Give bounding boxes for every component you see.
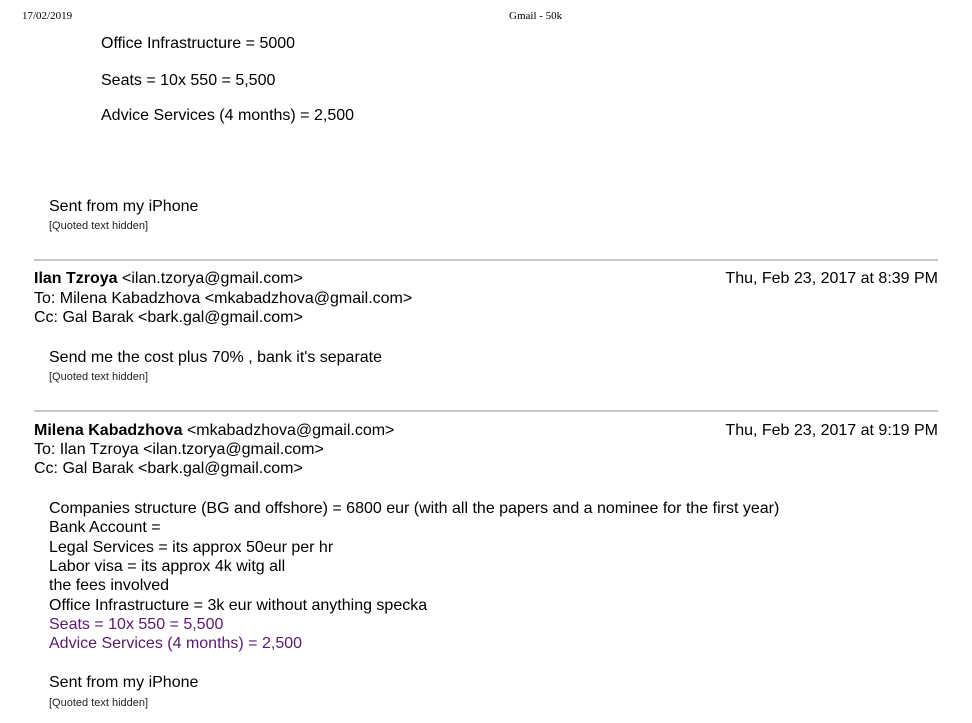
message-body-line: the fees involved — [49, 577, 170, 594]
quoted-line-seats: Seats = 10x 550 = 5,500 — [49, 616, 224, 633]
message-to: To: Ilan Tzroya <ilan.tzorya@gmail.com> — [34, 441, 324, 458]
signature: Sent from my iPhone — [49, 198, 199, 215]
message-body-line: Bank Account = — [49, 519, 161, 536]
quoted-line-advice-services: Advice Services (4 months) = 2,500 — [49, 635, 303, 652]
quoted-line-advice-services: Advice Services (4 months) = 2,500 — [101, 107, 355, 124]
message-to: To: Milena Kabadzhova <mkabadzhova@gmail.com> — [34, 290, 413, 307]
sender-email: <ilan.tzorya@gmail.com> — [122, 270, 303, 287]
message-sender — [34, 269, 303, 288]
message-body-line: Companies structure (BG and offshore) = 6800 eur (with all the papers and a nominee for the first year) — [49, 500, 780, 517]
message-divider — [34, 259, 938, 261]
message-date: Thu, Feb 23, 2017 at 8:39 PM — [725, 270, 938, 287]
quoted-line-seats: Seats = 10x 550 = 5,500 — [101, 72, 276, 89]
quoted-text-hidden-link[interactable]: [Quoted text hidden] — [49, 220, 149, 232]
quoted-text-hidden-link[interactable]: [Quoted text hidden] — [49, 371, 149, 383]
print-title: Gmail - 50k — [509, 10, 563, 22]
print-date: 17/02/2019 — [22, 10, 73, 22]
message-body-line: Labor visa = its approx 4k witg all — [49, 558, 286, 575]
message-date: Thu, Feb 23, 2017 at 9:19 PM — [725, 422, 938, 439]
sender-email: <mkabadzhova@gmail.com> — [186, 422, 395, 439]
message-cc: Cc: Gal Barak <bark.gal@gmail.com> — [34, 309, 303, 326]
message-cc: Cc: Gal Barak <bark.gal@gmail.com> — [34, 460, 303, 477]
sender-name: Ilan Tzroya — [34, 270, 118, 287]
signature: Sent from my iPhone — [49, 674, 199, 691]
quoted-text-hidden-link[interactable]: [Quoted text hidden] — [49, 697, 149, 709]
message-body-line: Legal Services = its approx 50eur per hr — [49, 539, 334, 556]
message-divider — [34, 410, 938, 412]
message-body-line: Send me the cost plus 70% , bank it's separate — [49, 349, 383, 366]
message-sender — [34, 421, 394, 440]
message-body-line: Office Infrastructure = 3k eur without anything specka — [49, 597, 428, 614]
quoted-line-office-infrastructure: Office Infrastructure = 5000 — [101, 35, 296, 52]
sender-name: Milena Kabadzhova — [34, 422, 183, 439]
